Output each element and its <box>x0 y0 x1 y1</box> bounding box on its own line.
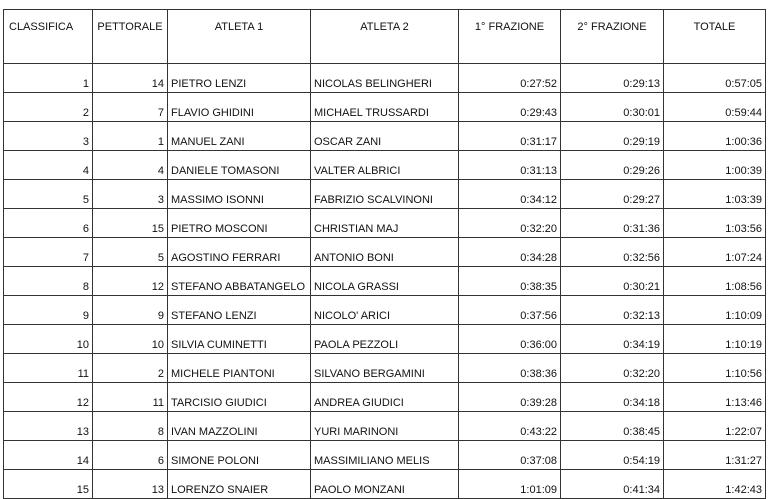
cell-totale: 1:10:09 <box>664 296 766 325</box>
cell-frazione-1: 0:34:12 <box>459 180 561 209</box>
table-row <box>4 325 766 354</box>
header-pettorale: PETTORALE <box>93 10 168 64</box>
cell-frazione-1: 0:32:20 <box>459 209 561 238</box>
cell-frazione-1: 0:36:00 <box>459 325 561 354</box>
cell-frazione-2: 0:34:19 <box>561 325 664 354</box>
cell-atleta-1: MASSIMO ISONNI <box>168 180 311 209</box>
cell-atleta-1: PIETRO LENZI <box>168 64 311 93</box>
cell-atleta-2: NICOLO' ARICI <box>311 296 459 325</box>
cell-pettorale: 1 <box>93 122 168 151</box>
table-row <box>4 412 766 441</box>
cell-classifica: 8 <box>4 267 93 296</box>
cell-atleta-2: MICHAEL TRUSSARDI <box>311 93 459 122</box>
cell-atleta-1: AGOSTINO FERRARI <box>168 238 311 267</box>
cell-atleta-2: VALTER ALBRICI <box>311 151 459 180</box>
cell-totale: 1:00:36 <box>664 122 766 151</box>
table-row <box>4 209 766 238</box>
cell-frazione-1: 0:38:35 <box>459 267 561 296</box>
cell-pettorale: 2 <box>93 354 168 383</box>
cell-atleta-2: MASSIMILIANO MELIS <box>311 441 459 470</box>
results-table <box>3 9 766 499</box>
cell-frazione-1: 0:37:08 <box>459 441 561 470</box>
cell-classifica: 3 <box>4 122 93 151</box>
cell-atleta-1: DANIELE TOMASONI <box>168 151 311 180</box>
cell-classifica: 9 <box>4 296 93 325</box>
table-row <box>4 354 766 383</box>
header-classifica: CLASSIFICA <box>4 10 93 64</box>
cell-classifica: 11 <box>4 354 93 383</box>
cell-frazione-1: 0:31:13 <box>459 151 561 180</box>
cell-atleta-2: SILVANO BERGAMINI <box>311 354 459 383</box>
cell-totale: 1:00:39 <box>664 151 766 180</box>
cell-pettorale: 11 <box>93 383 168 412</box>
cell-frazione-2: 0:38:45 <box>561 412 664 441</box>
cell-atleta-1: PIETRO MOSCONI <box>168 209 311 238</box>
cell-frazione-2: 0:41:34 <box>561 470 664 499</box>
cell-classifica: 4 <box>4 151 93 180</box>
cell-atleta-1: SIMONE POLONI <box>168 441 311 470</box>
cell-frazione-2: 0:31:36 <box>561 209 664 238</box>
cell-pettorale: 8 <box>93 412 168 441</box>
results-body <box>4 64 766 499</box>
cell-frazione-2: 0:29:27 <box>561 180 664 209</box>
cell-totale: 1:10:56 <box>664 354 766 383</box>
table-row <box>4 296 766 325</box>
cell-pettorale: 3 <box>93 180 168 209</box>
cell-pettorale: 12 <box>93 267 168 296</box>
cell-classifica: 14 <box>4 441 93 470</box>
cell-frazione-2: 0:54:19 <box>561 441 664 470</box>
cell-atleta-2: ANDREA GIUDICI <box>311 383 459 412</box>
cell-classifica: 2 <box>4 93 93 122</box>
cell-frazione-2: 0:32:56 <box>561 238 664 267</box>
cell-pettorale: 7 <box>93 93 168 122</box>
cell-classifica: 15 <box>4 470 93 499</box>
cell-classifica: 1 <box>4 64 93 93</box>
cell-pettorale: 5 <box>93 238 168 267</box>
cell-atleta-1: MICHELE PIANTONI <box>168 354 311 383</box>
cell-atleta-2: FABRIZIO SCALVINONI <box>311 180 459 209</box>
cell-atleta-2: PAOLA PEZZOLI <box>311 325 459 354</box>
table-row <box>4 151 766 180</box>
cell-frazione-2: 0:30:21 <box>561 267 664 296</box>
header-totale: TOTALE <box>664 10 766 64</box>
cell-totale: 1:42:43 <box>664 470 766 499</box>
cell-pettorale: 10 <box>93 325 168 354</box>
cell-frazione-2: 0:29:26 <box>561 151 664 180</box>
header-row <box>4 10 766 64</box>
table-row <box>4 383 766 412</box>
cell-frazione-2: 0:29:13 <box>561 64 664 93</box>
cell-atleta-2: CHRISTIAN MAJ <box>311 209 459 238</box>
header-frazione-2: 2° FRAZIONE <box>561 10 664 64</box>
cell-pettorale: 13 <box>93 470 168 499</box>
cell-pettorale: 4 <box>93 151 168 180</box>
cell-frazione-1: 0:37:56 <box>459 296 561 325</box>
cell-frazione-1: 0:43:22 <box>459 412 561 441</box>
cell-classifica: 13 <box>4 412 93 441</box>
cell-frazione-1: 0:38:36 <box>459 354 561 383</box>
cell-frazione-2: 0:34:18 <box>561 383 664 412</box>
cell-totale: 1:22:07 <box>664 412 766 441</box>
cell-frazione-2: 0:32:13 <box>561 296 664 325</box>
cell-totale: 1:10:19 <box>664 325 766 354</box>
cell-atleta-2: PAOLO MONZANI <box>311 470 459 499</box>
cell-classifica: 12 <box>4 383 93 412</box>
cell-frazione-1: 0:29:43 <box>459 93 561 122</box>
cell-totale: 1:03:56 <box>664 209 766 238</box>
cell-atleta-2: ANTONIO BONI <box>311 238 459 267</box>
cell-pettorale: 15 <box>93 209 168 238</box>
cell-frazione-1: 0:34:28 <box>459 238 561 267</box>
cell-classifica: 6 <box>4 209 93 238</box>
cell-classifica: 7 <box>4 238 93 267</box>
cell-atleta-2: NICOLAS BELINGHERI <box>311 64 459 93</box>
cell-totale: 1:08:56 <box>664 267 766 296</box>
cell-atleta-1: SILVIA CUMINETTI <box>168 325 311 354</box>
cell-atleta-1: MANUEL ZANI <box>168 122 311 151</box>
table-row <box>4 238 766 267</box>
cell-atleta-1: STEFANO LENZI <box>168 296 311 325</box>
cell-frazione-2: 0:30:01 <box>561 93 664 122</box>
cell-atleta-2: NICOLA GRASSI <box>311 267 459 296</box>
cell-frazione-2: 0:32:20 <box>561 354 664 383</box>
table-row <box>4 93 766 122</box>
cell-atleta-1: LORENZO SNAIER <box>168 470 311 499</box>
table-row <box>4 267 766 296</box>
cell-pettorale: 6 <box>93 441 168 470</box>
cell-frazione-1: 0:31:17 <box>459 122 561 151</box>
cell-pettorale: 9 <box>93 296 168 325</box>
cell-atleta-1: STEFANO ABBATANGELO <box>168 267 311 296</box>
table-row <box>4 64 766 93</box>
cell-frazione-2: 0:29:19 <box>561 122 664 151</box>
header-atleta-2: ATLETA 2 <box>311 10 459 64</box>
cell-atleta-1: TARCISIO GIUDICI <box>168 383 311 412</box>
cell-atleta-2: YURI MARINONI <box>311 412 459 441</box>
cell-totale: 1:31:27 <box>664 441 766 470</box>
cell-pettorale: 14 <box>93 64 168 93</box>
header-frazione-1: 1° FRAZIONE <box>459 10 561 64</box>
table-row <box>4 470 766 499</box>
cell-frazione-1: 0:27:52 <box>459 64 561 93</box>
cell-classifica: 5 <box>4 180 93 209</box>
cell-totale: 1:07:24 <box>664 238 766 267</box>
cell-classifica: 10 <box>4 325 93 354</box>
cell-frazione-1: 1:01:09 <box>459 470 561 499</box>
header-atleta-1: ATLETA 1 <box>168 10 311 64</box>
cell-totale: 0:57:05 <box>664 64 766 93</box>
table-row <box>4 441 766 470</box>
cell-totale: 1:03:39 <box>664 180 766 209</box>
table-row <box>4 180 766 209</box>
cell-frazione-1: 0:39:28 <box>459 383 561 412</box>
cell-atleta-1: IVAN MAZZOLINI <box>168 412 311 441</box>
cell-totale: 0:59:44 <box>664 93 766 122</box>
cell-atleta-2: OSCAR ZANI <box>311 122 459 151</box>
cell-totale: 1:13:46 <box>664 383 766 412</box>
cell-atleta-1: FLAVIO GHIDINI <box>168 93 311 122</box>
table-row <box>4 122 766 151</box>
